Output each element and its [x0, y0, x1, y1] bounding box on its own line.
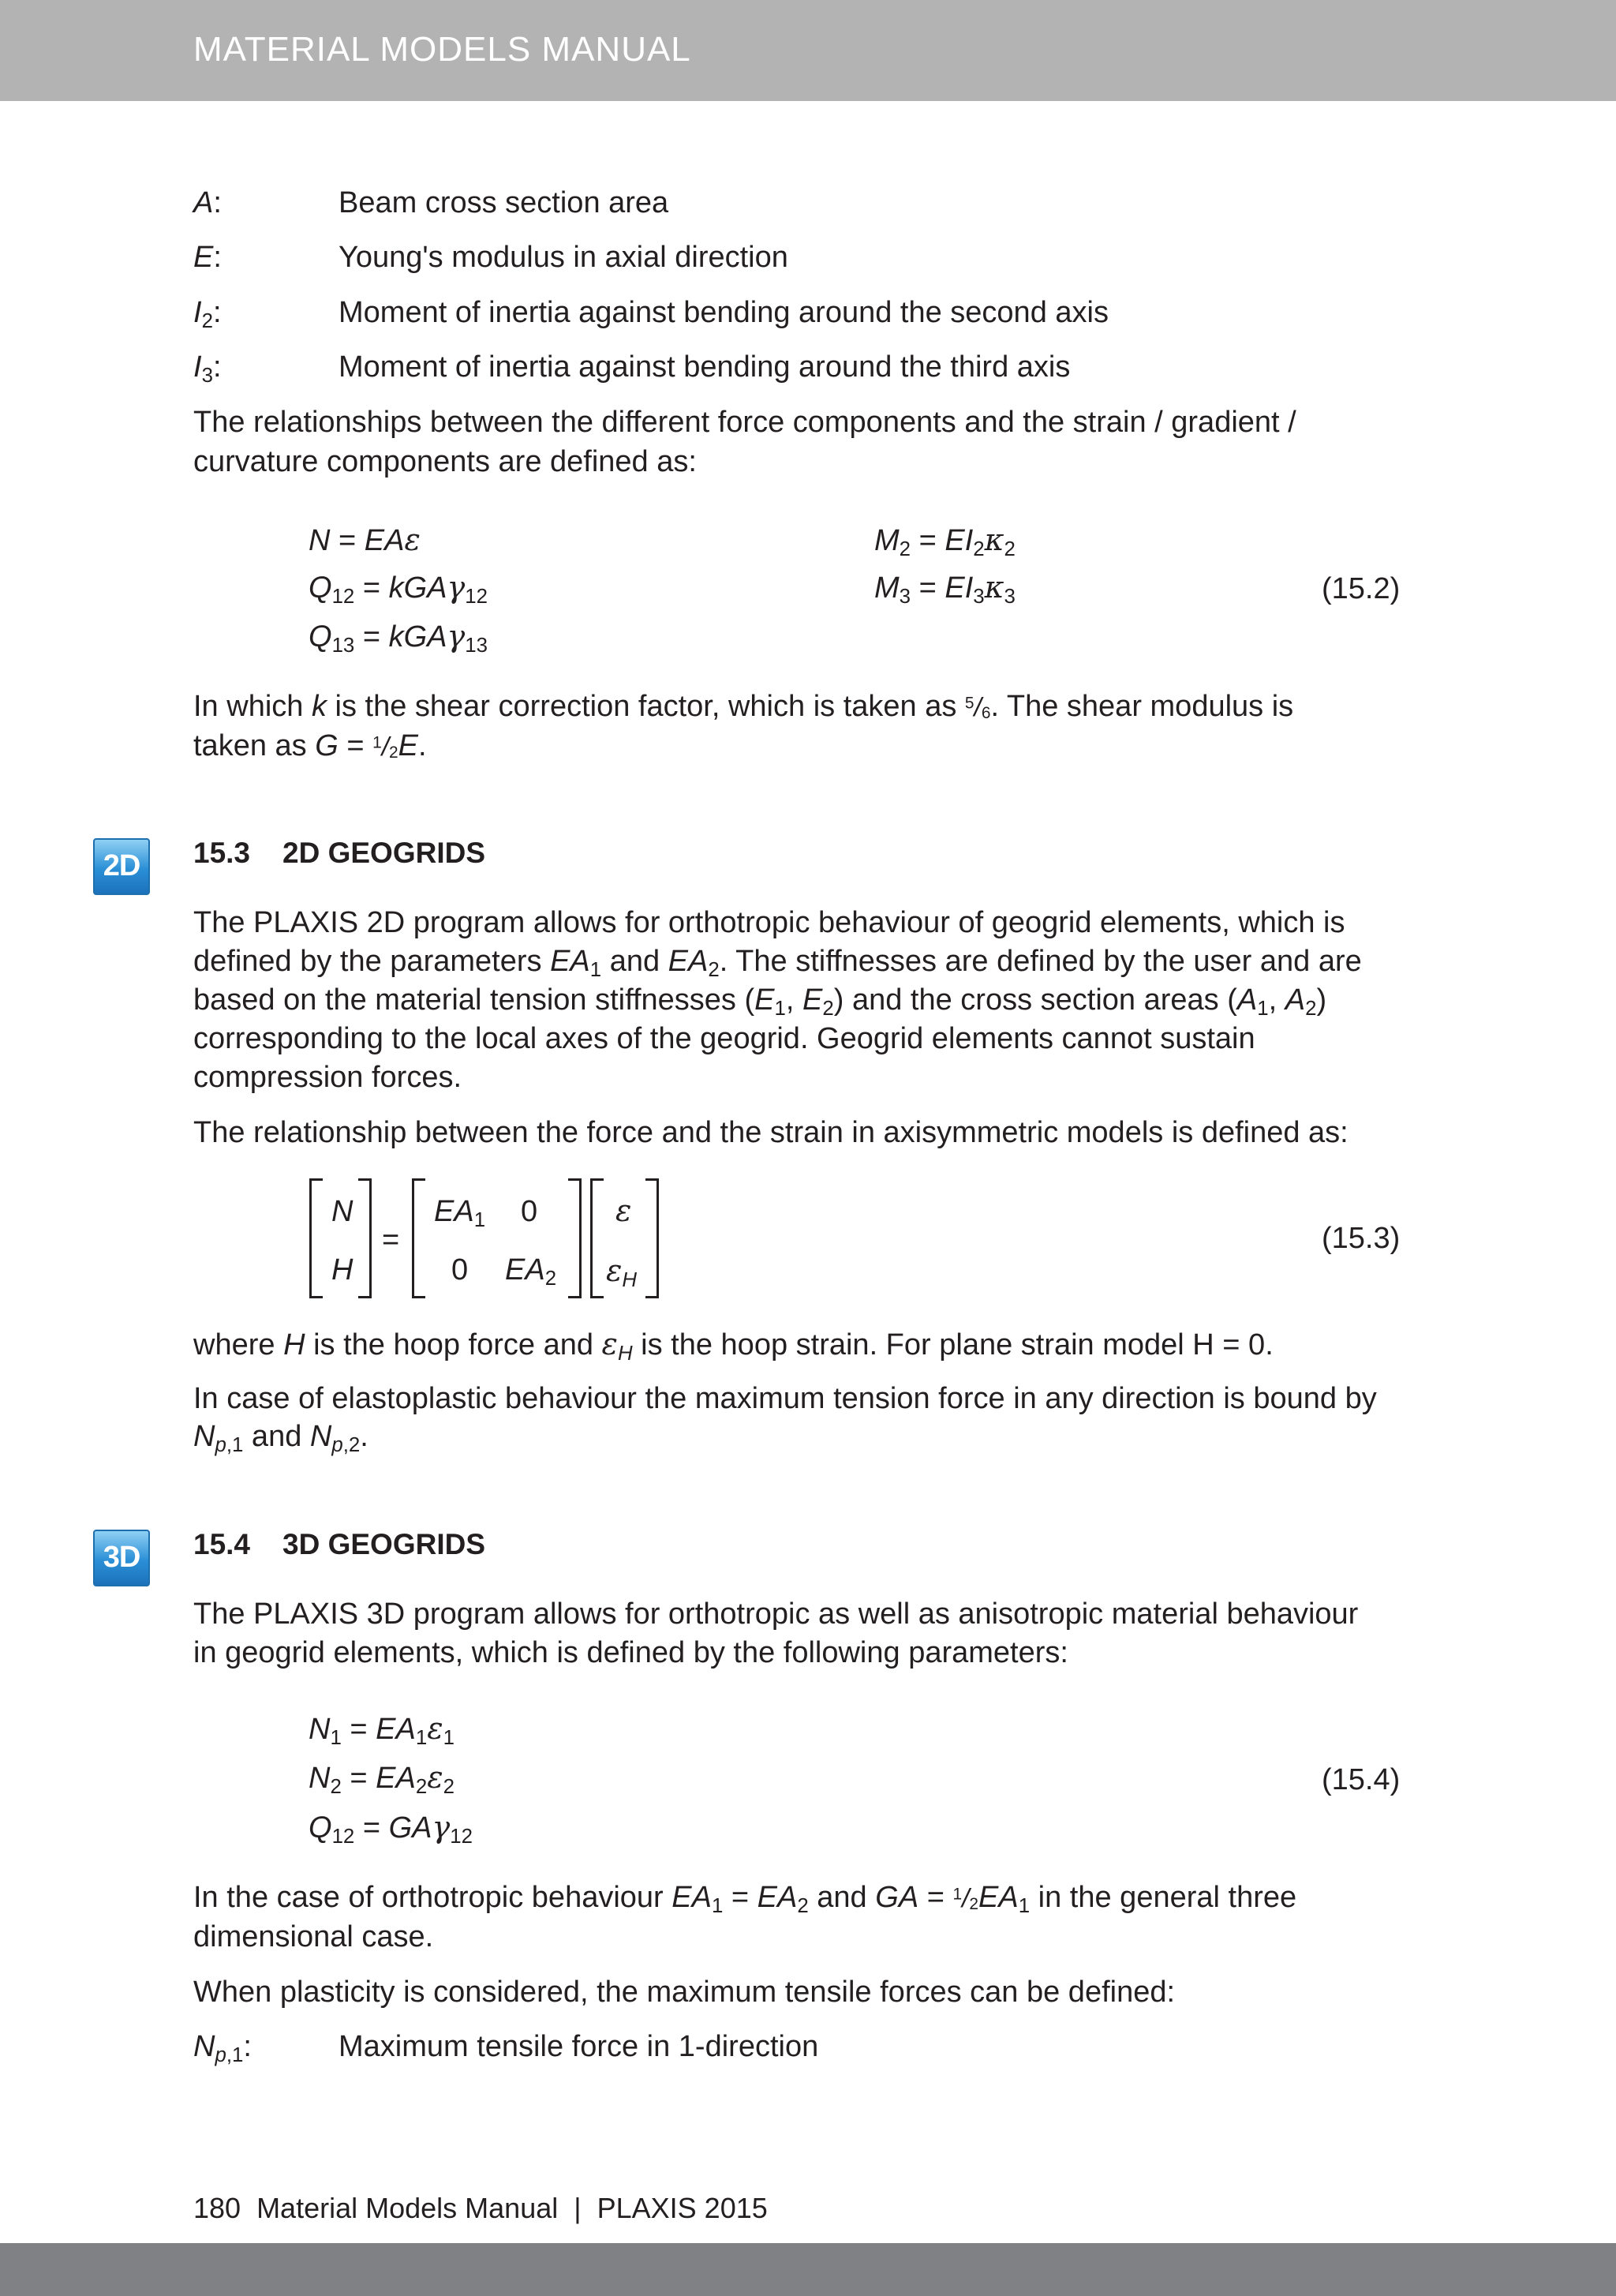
bracket-left	[412, 1178, 425, 1298]
definition-symbol-E: E:	[193, 241, 222, 274]
paragraph-2d-axisymmetric: The relationship between the force and the strain in axisymmetric models is defined as:	[193, 1116, 1349, 1149]
equation-moment-3: $M_3 = EI_3\kappa_3$	[874, 570, 1016, 609]
paragraph-shear-line1: In which k is the shear correction factor, which is taken as 5/6. The shear modulus is	[193, 690, 1294, 723]
page-header	[0, 0, 1616, 101]
bracket-left	[309, 1178, 323, 1298]
equation-number-15-2: (15.2)	[1322, 572, 1401, 605]
definition-symbol-I3: $I_3$:	[193, 350, 222, 388]
matrix-entry-N: N	[331, 1195, 354, 1228]
equation-moment-2: $M_2 = EI_2\kappa_2$	[874, 522, 1016, 561]
matrix-entry-epsilon: ε	[615, 1193, 632, 1228]
section-number-15-3: 15.3	[193, 837, 251, 869]
matrix-entry-zero: 0	[451, 1253, 469, 1287]
paragraph-2d-line5: compression forces.	[193, 1061, 462, 1094]
bracket-left	[590, 1178, 604, 1298]
definition-text-Np1: Maximum tensile force in 1-direction	[339, 2030, 819, 2063]
definition-symbol-I2: $I_2$:	[193, 296, 222, 333]
equation-N2: $N_2 = EA_2\varepsilon_2$	[309, 1760, 454, 1799]
paragraph-orthotropic-line1: In the case of orthotropic behaviour $EA_1 = EA_2$ and GA = $1/2EA_1$ in the general three	[193, 1881, 1297, 1918]
bracket-right	[568, 1178, 582, 1298]
matrix-entry-zero: 0	[521, 1195, 538, 1228]
section-title-2d-geogrids: 2D GEOGRIDS	[282, 837, 485, 869]
paragraph-elastoplastic-line2: $N_{p,1}$ and $N_{p,2}$.	[193, 1420, 368, 1457]
definition-text-A: Beam cross section area	[339, 186, 669, 219]
definition-symbol-Np1: $N_{p,1}$:	[193, 2030, 252, 2067]
matrix-entry-H: H	[331, 1253, 354, 1287]
equation-normal-force: N = EAε	[309, 522, 421, 557]
equation-Q12: $Q_{12} = GA\gamma_{12}$	[309, 1810, 473, 1848]
section-title-3d-geogrids: 3D GEOGRIDS	[282, 1528, 485, 1560]
equation-number-15-3: (15.3)	[1322, 1222, 1401, 1255]
section-number-15-4: 15.4	[193, 1528, 251, 1560]
paragraph-3d-line2: in geogrid elements, which is defined by the following parameters:	[193, 1636, 1068, 1669]
matrix-entry-EA2: $EA_2$	[505, 1253, 557, 1290]
2d-badge-icon: 2D	[93, 838, 150, 895]
paragraph-2d-line2: defined by the parameters $EA_1$ and $EA_2$. The stiffnesses are defined by the user and are	[193, 945, 1362, 982]
3d-badge-icon: 3D	[93, 1530, 150, 1586]
paragraph-hoop-force: where H is the hoop force and $\varepsilon_H$ is the hoop strain. For plane strain model H = 0.	[193, 1327, 1274, 1365]
paragraph-3d-line1: The PLAXIS 3D program allows for orthotropic as well as anisotropic material behaviour	[193, 1597, 1359, 1631]
definition-symbol-A: A:	[193, 186, 222, 219]
paragraph-relationships-line1: The relationships between the different force components and the strain / gradient /	[193, 406, 1296, 439]
equation-N1: $N_1 = EA_1\varepsilon_1$	[309, 1711, 454, 1750]
equation-number-15-4: (15.4)	[1322, 1763, 1401, 1796]
paragraph-2d-line3: based on the material tension stiffnesses ($E_1$, $E_2$) and the cross section areas ($A_1$, $A_2$)	[193, 983, 1327, 1021]
definition-text-E: Young's modulus in axial direction	[339, 241, 788, 274]
paragraph-orthotropic-line2: dimensional case.	[193, 1920, 434, 1953]
paragraph-relationships-line2: curvature components are defined as:	[193, 445, 697, 478]
equation-shear-13: $Q_{13} = kGA\gamma_{13}$	[309, 619, 488, 657]
paragraph-plasticity: When plasticity is considered, the maximum tensile forces can be defined:	[193, 1976, 1176, 2009]
bracket-right	[358, 1178, 372, 1298]
definition-text-I3: Moment of inertia against bending around the third axis	[339, 350, 1071, 384]
paragraph-elastoplastic-line1: In case of elastoplastic behaviour the maximum tension force in any direction is bound by	[193, 1382, 1377, 1415]
bracket-right	[645, 1178, 659, 1298]
matrix-entry-EA1: $EA_1$	[434, 1195, 486, 1232]
page-footer-bar	[0, 2243, 1616, 2296]
header-title: MATERIAL MODELS MANUAL	[193, 30, 691, 69]
equation-shear-12: $Q_{12} = kGA\gamma_{12}$	[309, 570, 488, 609]
definition-text-I2: Moment of inertia against bending around the second axis	[339, 296, 1109, 329]
paragraph-2d-line1: The PLAXIS 2D program allows for orthotropic behaviour of geogrid elements, which is	[193, 906, 1345, 939]
paragraph-2d-line4: corresponding to the local axes of the geogrid. Geogrid elements cannot sustain	[193, 1022, 1255, 1055]
paragraph-shear-line2: taken as G = 1/2E.	[193, 729, 427, 762]
matrix-entry-epsilon-H: $\varepsilon_H$	[606, 1253, 638, 1292]
equals-sign: =	[382, 1223, 400, 1257]
page-footer-text: 180 Material Models Manual | PLAXIS 2015	[193, 2192, 768, 2224]
